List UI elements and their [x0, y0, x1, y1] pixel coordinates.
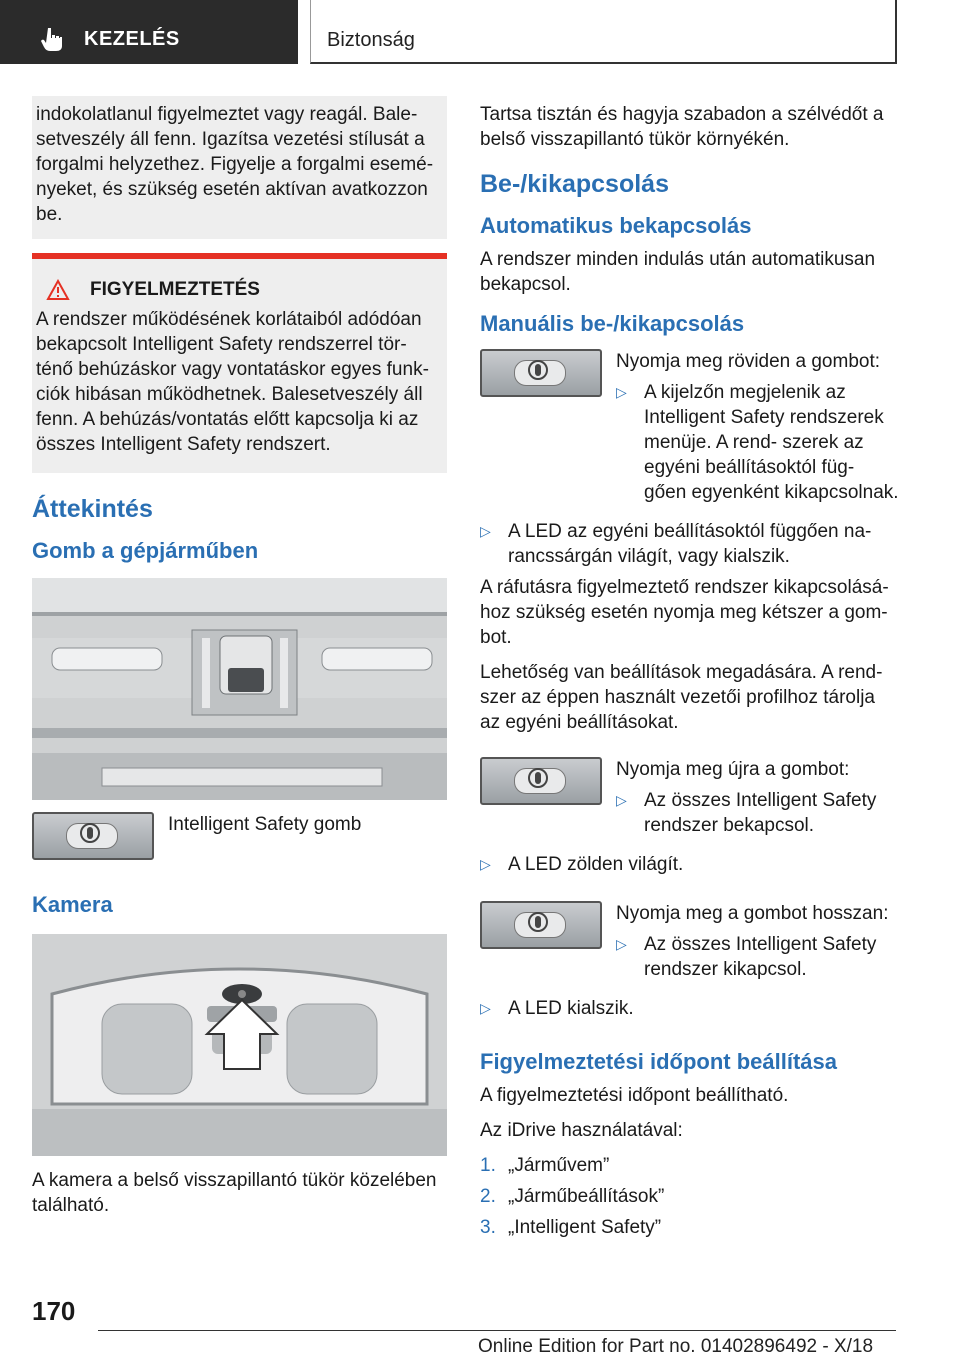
page-number: 170 [32, 1296, 76, 1326]
intelligent-safety-button-image [480, 757, 602, 805]
camera-illustration [32, 934, 447, 1156]
list-item: ▷ A kijelzőn megjelenik az Intelligent Safety rendszerek menüje. A rend- szerek az egyéni beállításoktól füg- gően egyenként kikapcsolnak. [616, 382, 899, 503]
camera-image [32, 934, 447, 1156]
list-item: ▷ Az összes Intelligent Safety rendszer bekapcsol. [616, 790, 877, 836]
heading-auto: Automatikus bekapcsolás [480, 213, 752, 238]
dashboard-button-image [32, 578, 447, 800]
intro-text: indokolatlanul figyelmeztet vagy reagál. Bale- setveszély áll fenn. Igazítsa vezetési stílusát a forgalmi helyzethez. Figyelje a forgalmi esemé- nyeket, és szükség esetén aktívan avatkozzon be. [36, 104, 434, 225]
list-item: ▷ Az összes Intelligent Safety rendszer kikapcsol. [616, 934, 877, 980]
heading-manual: Manuális be-/kikapcsolás [480, 311, 745, 336]
press-again-row [480, 757, 900, 844]
heading-button: Gomb a gépjárműben [32, 538, 259, 563]
right-column [480, 96, 900, 1246]
press-short-row [480, 349, 900, 511]
footer-divider [98, 1330, 896, 1331]
section-tab [0, 0, 298, 64]
auto-text: A rendszer minden indulás után automatikusan bekapcsol. [480, 249, 876, 295]
intelligent-safety-icon [526, 910, 550, 934]
edition-text: Online Edition for Part no. 01402896492 - X/18 [478, 1336, 874, 1357]
clean-text: Tartsa tisztán és hagyja szabadon a szélvédőt a belső visszapillantó tükör környékén. [480, 104, 884, 150]
numbered-step: 1. „Járművem” [480, 1155, 610, 1176]
warning-text: A rendszer működésének korlátaiból adódóan bekapcsolt Intelligent Safety rendszerrel tör- ténő behúzáskor vagy vontatáskor egyes funk- ciók hibásan működhetnek. Balesetveszély áll fenn. A behúzás/vontatás előtt kapcsolja ki az összes Intelligent Safety rendszert. [36, 309, 429, 455]
idrive-text: Az iDrive használatával: [480, 1120, 683, 1141]
heading-overview: Áttekintés [32, 495, 153, 523]
heading-onoff: Be-/kikapcsolás [480, 170, 669, 198]
warning-heading [36, 279, 443, 301]
time-text: A figyelmeztetési időpont beállítható. [480, 1085, 789, 1106]
section-label: KEZELÉS [84, 28, 180, 50]
triangle-bullet-icon: ▷ [480, 523, 491, 539]
triangle-bullet-icon: ▷ [616, 792, 627, 808]
press-again-text: Nyomja meg újra a gombot: [616, 759, 850, 780]
press-short-text: Nyomja meg röviden a gombot: [616, 351, 881, 372]
warning-box [32, 253, 447, 473]
hand-icon [40, 26, 64, 52]
numbered-step: 2. „Járműbeállítások” [480, 1186, 665, 1207]
heading-warning-time: Figyelmeztetési időpont beállítása [480, 1049, 837, 1074]
intelligent-safety-button-image [32, 812, 154, 860]
camera-caption: A kamera a belső visszapillantó tükör közelében található. [32, 1170, 437, 1216]
list-item: ▷ A LED az egyéni beállításoktól függően na- rancssárgán világít, vagy kialszik. [480, 521, 872, 567]
triangle-bullet-icon: ▷ [480, 856, 491, 872]
intelligent-safety-icon [526, 766, 550, 790]
dashboard-illustration [32, 578, 447, 800]
twice-text: A ráfutásra figyelmeztető rendszer kikapcsolásá- hoz szükség esetén nyomja meg kétszer a gom- bot. [480, 577, 889, 648]
list-item: ▷ A LED zölden világít. [480, 854, 684, 875]
press-long-text: Nyomja meg a gombot hosszan: [616, 903, 889, 924]
triangle-bullet-icon: ▷ [616, 936, 627, 952]
settings-text: Lehetőség van beállítások megadására. A rend- szer az éppen használt vezetői profilhoz tárolja az egyéni beállításokat. [480, 662, 883, 733]
numbered-step: 3. „Intelligent Safety” [480, 1217, 662, 1238]
triangle-bullet-icon: ▷ [480, 1000, 491, 1016]
heading-camera: Kamera [32, 892, 113, 917]
intelligent-safety-button-image [480, 349, 602, 397]
button-caption: Intelligent Safety gomb [168, 814, 362, 835]
triangle-bullet-icon: ▷ [616, 384, 627, 400]
intelligent-safety-icon [78, 821, 102, 845]
topic-header [310, 0, 897, 64]
button-legend [32, 812, 447, 860]
warning-icon [46, 279, 70, 301]
intelligent-safety-icon [526, 358, 550, 382]
left-column [32, 96, 447, 1228]
list-item: ▷ A LED kialszik. [480, 998, 634, 1019]
topic-label: Biztonság [327, 29, 415, 51]
intro-box [32, 96, 447, 239]
press-long-row [480, 901, 900, 988]
warning-title: FIGYELMEZTETÉS [90, 279, 260, 300]
intelligent-safety-button-image [480, 901, 602, 949]
